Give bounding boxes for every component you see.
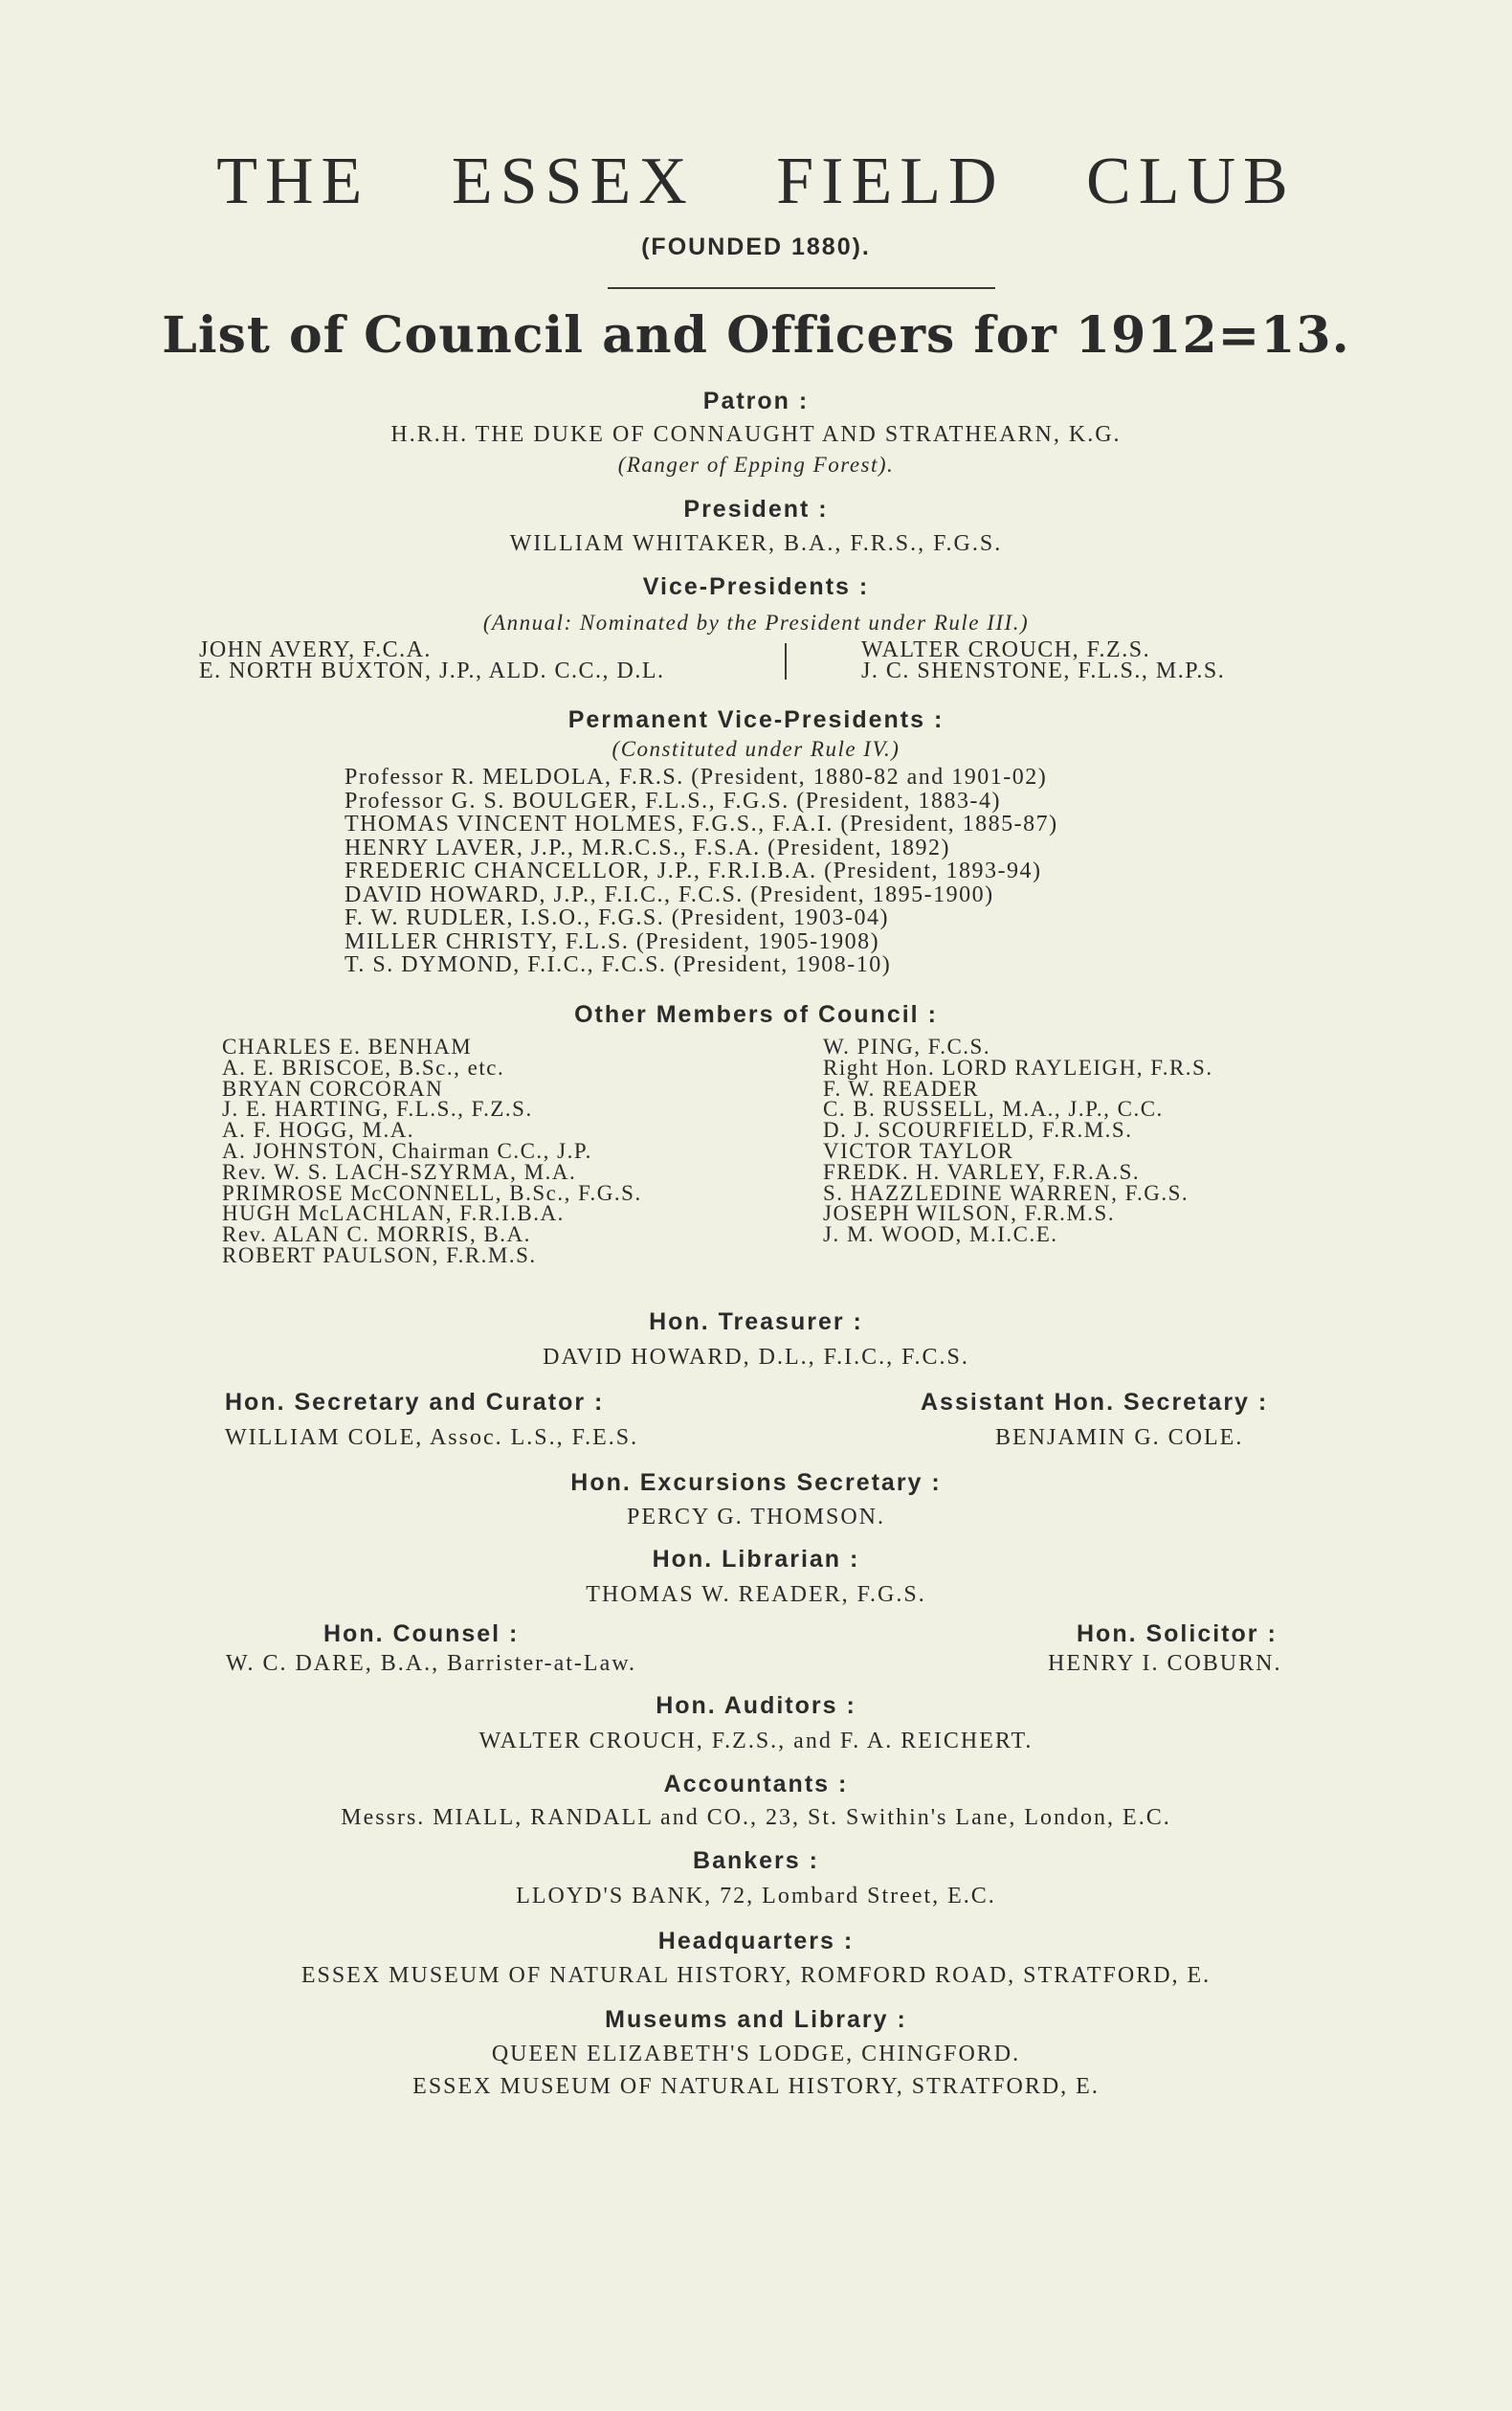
list-item: Professor R. MELDOLA, F.R.S. (President, 1880-82 and 1901-02) [345, 765, 1048, 790]
librarian-label: Hon. Librarian : [652, 1546, 860, 1573]
list-item: F. W. RUDLER, I.S.O., F.G.S. (President, 1903-04) [345, 905, 890, 930]
secretary-name: WILLIAM COLE, Assoc. L.S., F.E.S. [225, 1425, 639, 1450]
museum-line-2: ESSEX MUSEUM OF NATURAL HISTORY, STRATFORD, E. [412, 2074, 1100, 2099]
list-item: F. W. READER [823, 1076, 980, 1101]
auditors-label: Hon. Auditors : [656, 1692, 856, 1719]
list-item: A. E. BRISCOE, B.Sc., etc. [222, 1055, 505, 1080]
treasurer-label: Hon. Treasurer : [649, 1308, 863, 1335]
vice-presidents-label: Vice-Presidents : [642, 573, 870, 600]
members-right-column [823, 1037, 1213, 1245]
list-item: FREDK. H. VARLEY, F.R.A.S. [823, 1159, 1141, 1184]
permanent-vp-note: (Constituted under Rule IV.) [611, 737, 901, 761]
list-item: DAVID HOWARD, J.P., F.I.C., F.C.S. (President, 1895-1900) [345, 882, 994, 907]
column-divider [785, 643, 787, 680]
secretary-label: Hon. Secretary and Curator : [225, 1389, 605, 1416]
excursions-label: Hon. Excursions Secretary : [570, 1469, 942, 1496]
vice-president-left-2: E. NORTH BUXTON, J.P., ALD. C.C., D.L. [199, 659, 665, 683]
list-item: ROBERT PAULSON, F.R.M.S. [222, 1242, 537, 1267]
bankers-label: Bankers : [693, 1847, 819, 1874]
vice-president-right-1: WALTER CROUCH, F.Z.S. [861, 637, 1151, 662]
museums-label: Museums and Library : [605, 2006, 907, 2033]
list-item: JOSEPH WILSON, F.R.M.S. [823, 1201, 1116, 1226]
founded-line: (FOUNDED 1880). [641, 234, 871, 260]
librarian-name: THOMAS W. READER, F.G.S. [586, 1582, 926, 1607]
list-item: Rev. ALAN C. MORRIS, B.A. [222, 1222, 531, 1247]
solicitor-label: Hon. Solicitor : [1077, 1620, 1278, 1647]
list-item: A. F. HOGG, M.A. [222, 1118, 415, 1143]
list-item: BRYAN CORCORAN [222, 1076, 444, 1101]
president-name: WILLIAM WHITAKER, B.A., F.R.S., F.G.S. [509, 531, 1003, 556]
counsel-label: Hon. Counsel : [323, 1620, 520, 1647]
list-item: Rev. W. S. LACH-SZYRMA, M.A. [222, 1159, 577, 1184]
list-item: C. B. RUSSELL, M.A., J.P., C.C. [823, 1097, 1164, 1122]
list-item: W. PING, F.C.S. [823, 1035, 991, 1059]
permanent-vp-list [345, 766, 1058, 977]
list-item: THOMAS VINCENT HOLMES, F.G.S., F.A.I. (President, 1885-87) [345, 812, 1058, 837]
permanent-vp-label: Permanent Vice-Presidents : [567, 706, 945, 733]
list-item: A. JOHNSTON, Chairman C.C., J.P. [222, 1138, 592, 1163]
vice-presidents-note: (Annual: Nominated by the President under Rule III.) [482, 611, 1030, 635]
list-item: D. J. SCOURFIELD, F.R.M.S. [823, 1118, 1133, 1143]
headquarters-name: ESSEX MUSEUM OF NATURAL HISTORY, ROMFORD ROAD, STRATFORD, E. [300, 1963, 1212, 1988]
list-item: T. S. DYMOND, F.I.C., F.C.S. (President, 1908-10) [345, 952, 892, 977]
list-item: J. E. HARTING, F.L.S., F.Z.S. [222, 1097, 533, 1122]
list-item: HENRY LAVER, J.P., M.R.C.S., F.S.A. (President, 1892) [345, 835, 950, 860]
headquarters-label: Headquarters : [657, 1928, 855, 1954]
title-rule [608, 287, 995, 289]
museum-line-1: QUEEN ELIZABETH'S LODGE, CHINGFORD. [491, 2042, 1021, 2066]
list-item: MILLER CHRISTY, F.L.S. (President, 1905-1908) [345, 928, 880, 954]
bankers-name: LLOYD'S BANK, 72, Lombard Street, E.C. [516, 1884, 996, 1909]
list-item: PRIMROSE McCONNELL, B.Sc., F.G.S. [222, 1180, 642, 1205]
list-item: HUGH McLACHLAN, F.R.I.B.A. [222, 1201, 565, 1226]
patron-note: (Ranger of Epping Forest). [617, 453, 895, 477]
list-item: Professor G. S. BOULGER, F.L.S., F.G.S. (President, 1883-4) [345, 788, 1002, 814]
club-title: THE ESSEX FIELD CLUB [216, 145, 1296, 218]
solicitor-name: HENRY I. COBURN. [1048, 1651, 1282, 1676]
accountants-name: Messrs. MIALL, RANDALL and CO., 23, St. Swithin's Lane, London, E.C. [341, 1805, 1171, 1830]
list-item: VICTOR TAYLOR [823, 1138, 1014, 1163]
accountants-label: Accountants : [663, 1771, 849, 1797]
treasurer-name: DAVID HOWARD, D.L., F.I.C., F.C.S. [543, 1345, 969, 1370]
list-item: J. M. WOOD, M.I.C.E. [823, 1222, 1058, 1247]
patron-name: H.R.H. THE DUKE OF CONNAUGHT AND STRATHEARN, K.G. [390, 422, 1122, 447]
vice-president-right-2: J. C. SHENSTONE, F.L.S., M.P.S. [861, 659, 1226, 683]
list-item: Right Hon. LORD RAYLEIGH, F.R.S. [823, 1055, 1213, 1080]
list-item: FREDERIC CHANCELLOR, J.P., F.R.I.B.A. (President, 1893-94) [345, 859, 1042, 883]
excursions-name: PERCY G. THOMSON. [626, 1505, 886, 1529]
asst-secretary-label: Assistant Hon. Secretary : [921, 1389, 1269, 1416]
vice-president-left-1: JOHN AVERY, F.C.A. [199, 637, 432, 662]
other-members-label: Other Members of Council : [574, 1001, 938, 1028]
members-left-column [222, 1037, 642, 1266]
list-item: CHARLES E. BENHAM [222, 1035, 473, 1059]
patron-label: Patron : [702, 388, 810, 414]
list-item: S. HAZZLEDINE WARREN, F.G.S. [823, 1180, 1190, 1205]
president-label: President : [683, 496, 829, 523]
auditors-name: WALTER CROUCH, F.Z.S., and F. A. REICHERT. [478, 1729, 1034, 1753]
list-heading: List of Council and Officers for 1912=13. [162, 306, 1350, 365]
asst-secretary-name: BENJAMIN G. COLE. [995, 1425, 1244, 1450]
counsel-name: W. C. DARE, B.A., Barrister-at-Law. [226, 1651, 637, 1676]
